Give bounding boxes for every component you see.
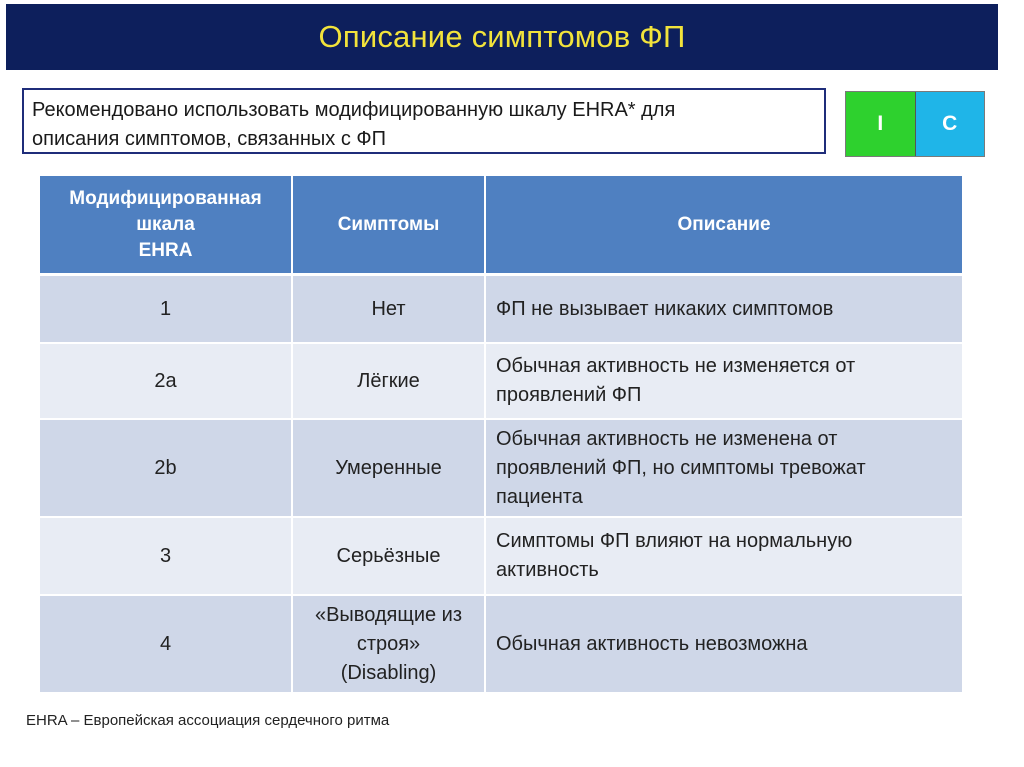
description-line: Обычная активность не изменяется от (496, 355, 856, 377)
page-title: Описание симптомов ФП (318, 19, 686, 54)
symptom-cell (293, 276, 486, 344)
description-line: активность (496, 559, 599, 581)
description-cell (486, 276, 962, 344)
class-badge: I (846, 92, 916, 156)
footnote: EHRA – Европейская ассоциация сердечного ритма (26, 712, 390, 729)
recommendation-box (22, 88, 826, 154)
ehra-score: 4 (40, 596, 293, 694)
description-line: ФП не вызывает никаких симптомов (496, 297, 834, 320)
table-row (40, 344, 962, 420)
header-scale: Модифицированная шкала EHRA (40, 176, 293, 276)
table-row (40, 596, 962, 694)
description-line: проявлений ФП (496, 384, 642, 406)
recommendation-class-box (845, 91, 985, 157)
symptom-cell (293, 420, 486, 518)
header-symptoms: Симптомы (293, 176, 486, 276)
ehra-table (40, 176, 962, 694)
table-row (40, 518, 962, 596)
description-cell (486, 420, 962, 518)
description-line: проявлений ФП, но симптомы тревожат (496, 456, 866, 479)
symptom-line: Серьёзные (336, 544, 441, 567)
symptom-line: Умеренные (335, 456, 442, 479)
ehra-score: 2b (40, 420, 293, 518)
symptom-cell (293, 518, 486, 596)
description-cell (486, 518, 962, 596)
description-line: Обычная активность невозможна (496, 632, 808, 655)
symptom-line: строя» (356, 632, 421, 655)
description-cell (486, 344, 962, 420)
symptom-cell (293, 344, 486, 420)
description-line: Симптомы ФП влияют на нормальную (496, 530, 853, 552)
header-description: Описание (486, 176, 962, 276)
symptom-line: Лёгкие (357, 369, 420, 392)
recommendation-line-1: Рекомендовано использовать модифицированную шкалу EHRA* для (32, 99, 676, 121)
symptom-line: «Выводящие из (314, 603, 463, 626)
symptom-line: (Disabling) (340, 661, 437, 684)
title-bar (6, 4, 998, 70)
table-header-row (40, 176, 962, 276)
ehra-score: 3 (40, 518, 293, 596)
recommendation-line-2: описания симптомов, связанных с ФП (32, 128, 386, 150)
table-row (40, 420, 962, 518)
description-line: Обычная активность не изменена от (496, 427, 838, 450)
description-line: пациента (496, 485, 583, 508)
symptom-cell (293, 596, 486, 694)
table-row (40, 276, 962, 344)
symptom-line: Нет (371, 297, 406, 320)
level-badge: C (916, 92, 985, 156)
description-cell (486, 596, 962, 694)
ehra-score: 2a (40, 344, 293, 420)
ehra-score: 1 (40, 276, 293, 344)
